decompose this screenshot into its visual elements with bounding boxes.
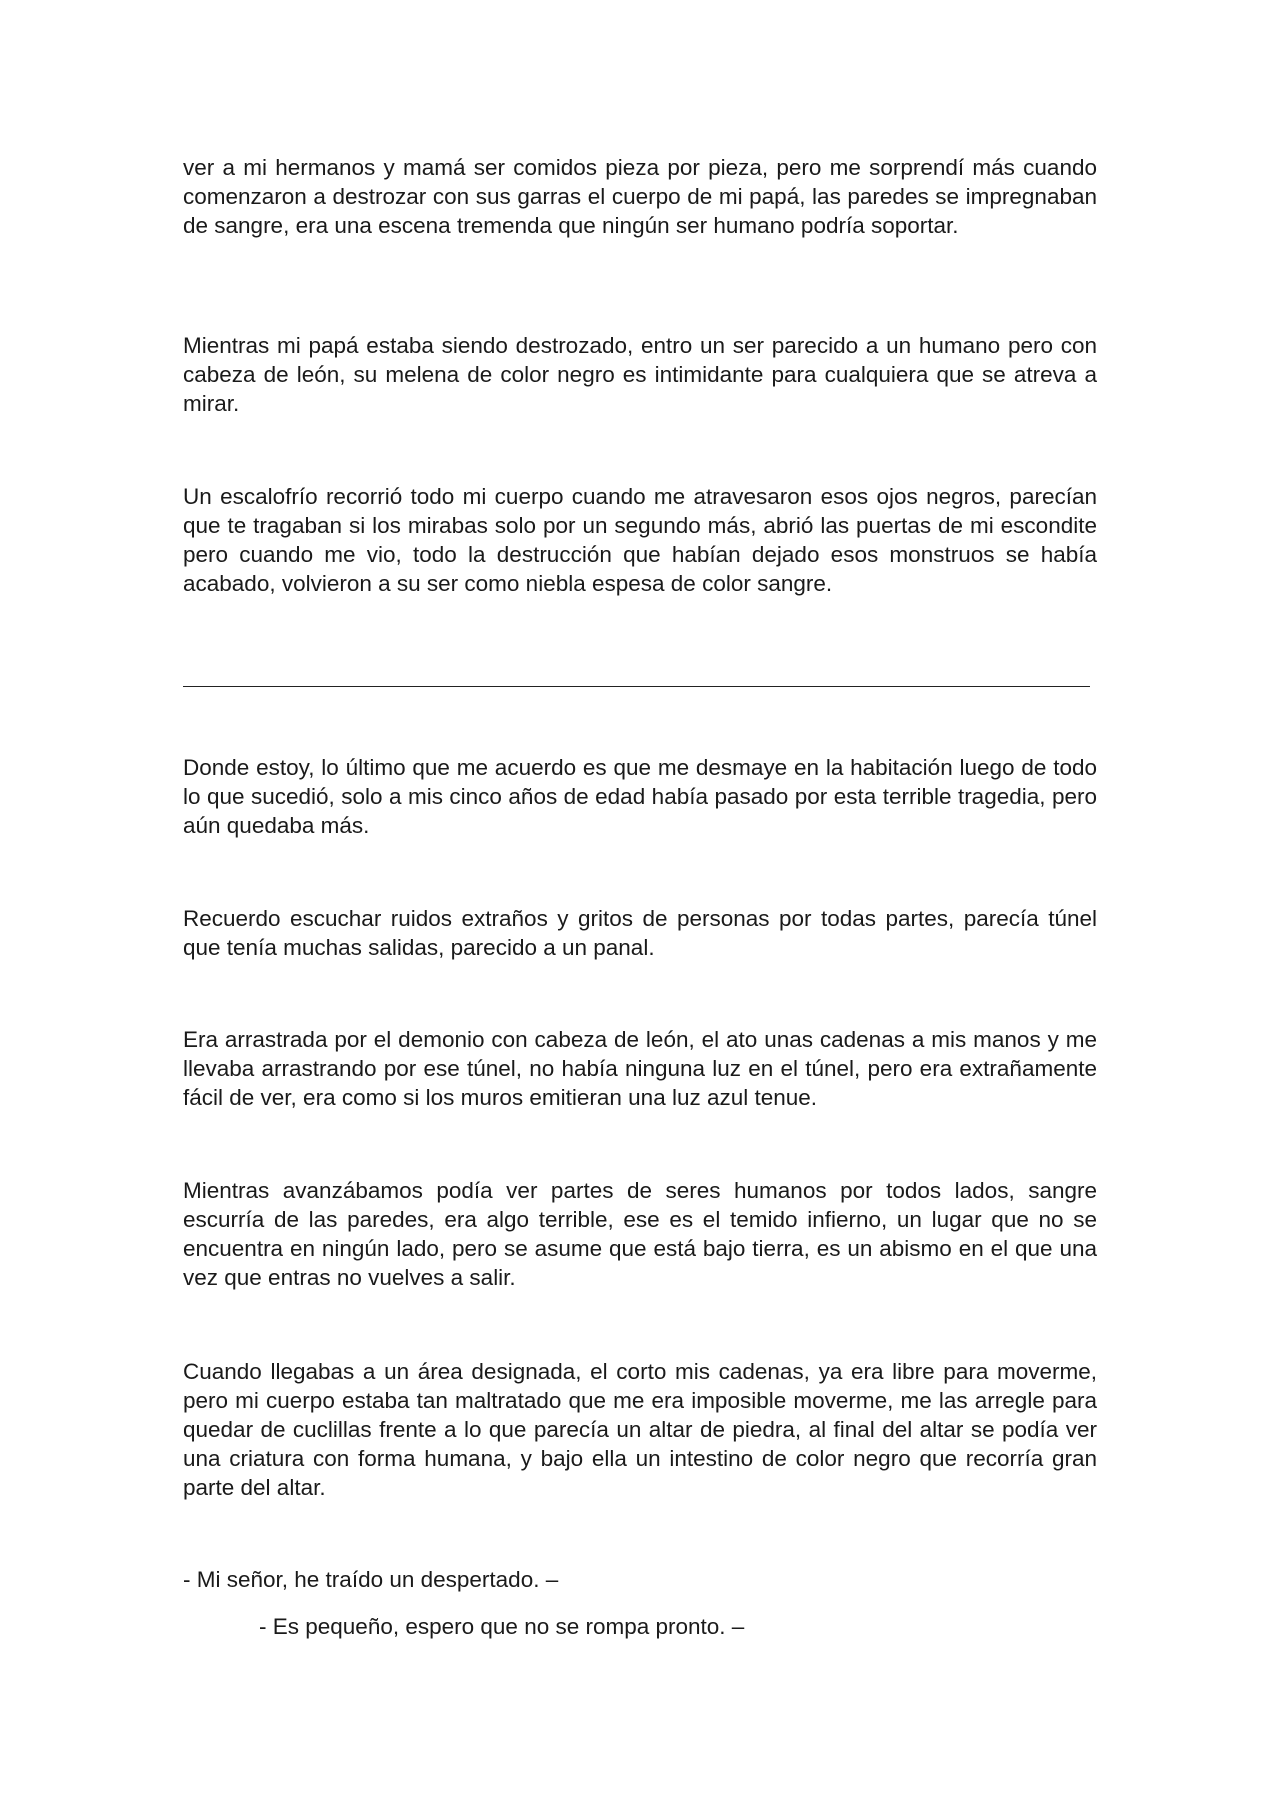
paragraph-1: ver a mi hermanos y mamá ser comidos pieza por pieza, pero me sorprendí más cuando comenzaron a destrozar con sus garras el cuerpo de mi papá, las paredes se impregnaban de sangre, era una escena tremenda que ningún ser humano podría soportar. — [183, 155, 1097, 238]
section-divider — [183, 686, 1090, 687]
dialogue-line-2: - Es pequeño, espero que no se rompa pronto. – — [259, 1614, 745, 1639]
dialogue-line-1: - Mi señor, he traído un despertado. – — [183, 1567, 559, 1592]
paragraph-7: Mientras avanzábamos podía ver partes de seres humanos por todos lados, sangre escurría de las paredes, era algo terrible, ese es el temido infierno, un lugar que no se encuentra en ningún lado, pero se asume que está bajo tierra, es un abismo en el que una vez que entras no vuelves a salir. — [183, 1178, 1097, 1290]
paragraph-8: Cuando llegabas a un área designada, el corto mis cadenas, ya era libre para moverme, pero mi cuerpo estaba tan maltratado que me era imposible moverme, me las arregle para quedar de cuclillas frente a lo que parecía un altar de piedra, al final del altar se podía ver una criatura con forma humana, y bajo ella un intestino de color negro que recorría gran parte del altar. — [183, 1359, 1097, 1500]
paragraph-4: Donde estoy, lo último que me acuerdo es que me desmaye en la habitación luego de todo lo que sucedió, solo a mis cinco años de edad había pasado por esta terrible tragedia, pero aún quedaba más. — [183, 755, 1097, 838]
paragraph-6: Era arrastrada por el demonio con cabeza de león, el ato unas cadenas a mis manos y me llevaba arrastrando por ese túnel, no había ninguna luz en el túnel, pero era extrañamente fácil de ver, era como si los muros emitieran una luz azul tenue. — [183, 1027, 1097, 1110]
paragraph-5: Recuerdo escuchar ruidos extraños y gritos de personas por todas partes, parecía túnel que tenía muchas salidas, parecido a un panal. — [183, 906, 1097, 960]
paragraph-2: Mientras mi papá estaba siendo destrozado, entro un ser parecido a un humano pero con cabeza de león, su melena de color negro es intimidante para cualquiera que se atreva a mirar. — [183, 333, 1097, 416]
paragraph-3: Un escalofrío recorrió todo mi cuerpo cuando me atravesaron esos ojos negros, parecían que te tragaban si los mirabas solo por un segundo más, abrió las puertas de mi escondite pero cuando me vio, todo la destrucción que habían dejado esos monstruos se había acabado, volvieron a su ser como niebla espesa de color sangre. — [183, 484, 1097, 596]
